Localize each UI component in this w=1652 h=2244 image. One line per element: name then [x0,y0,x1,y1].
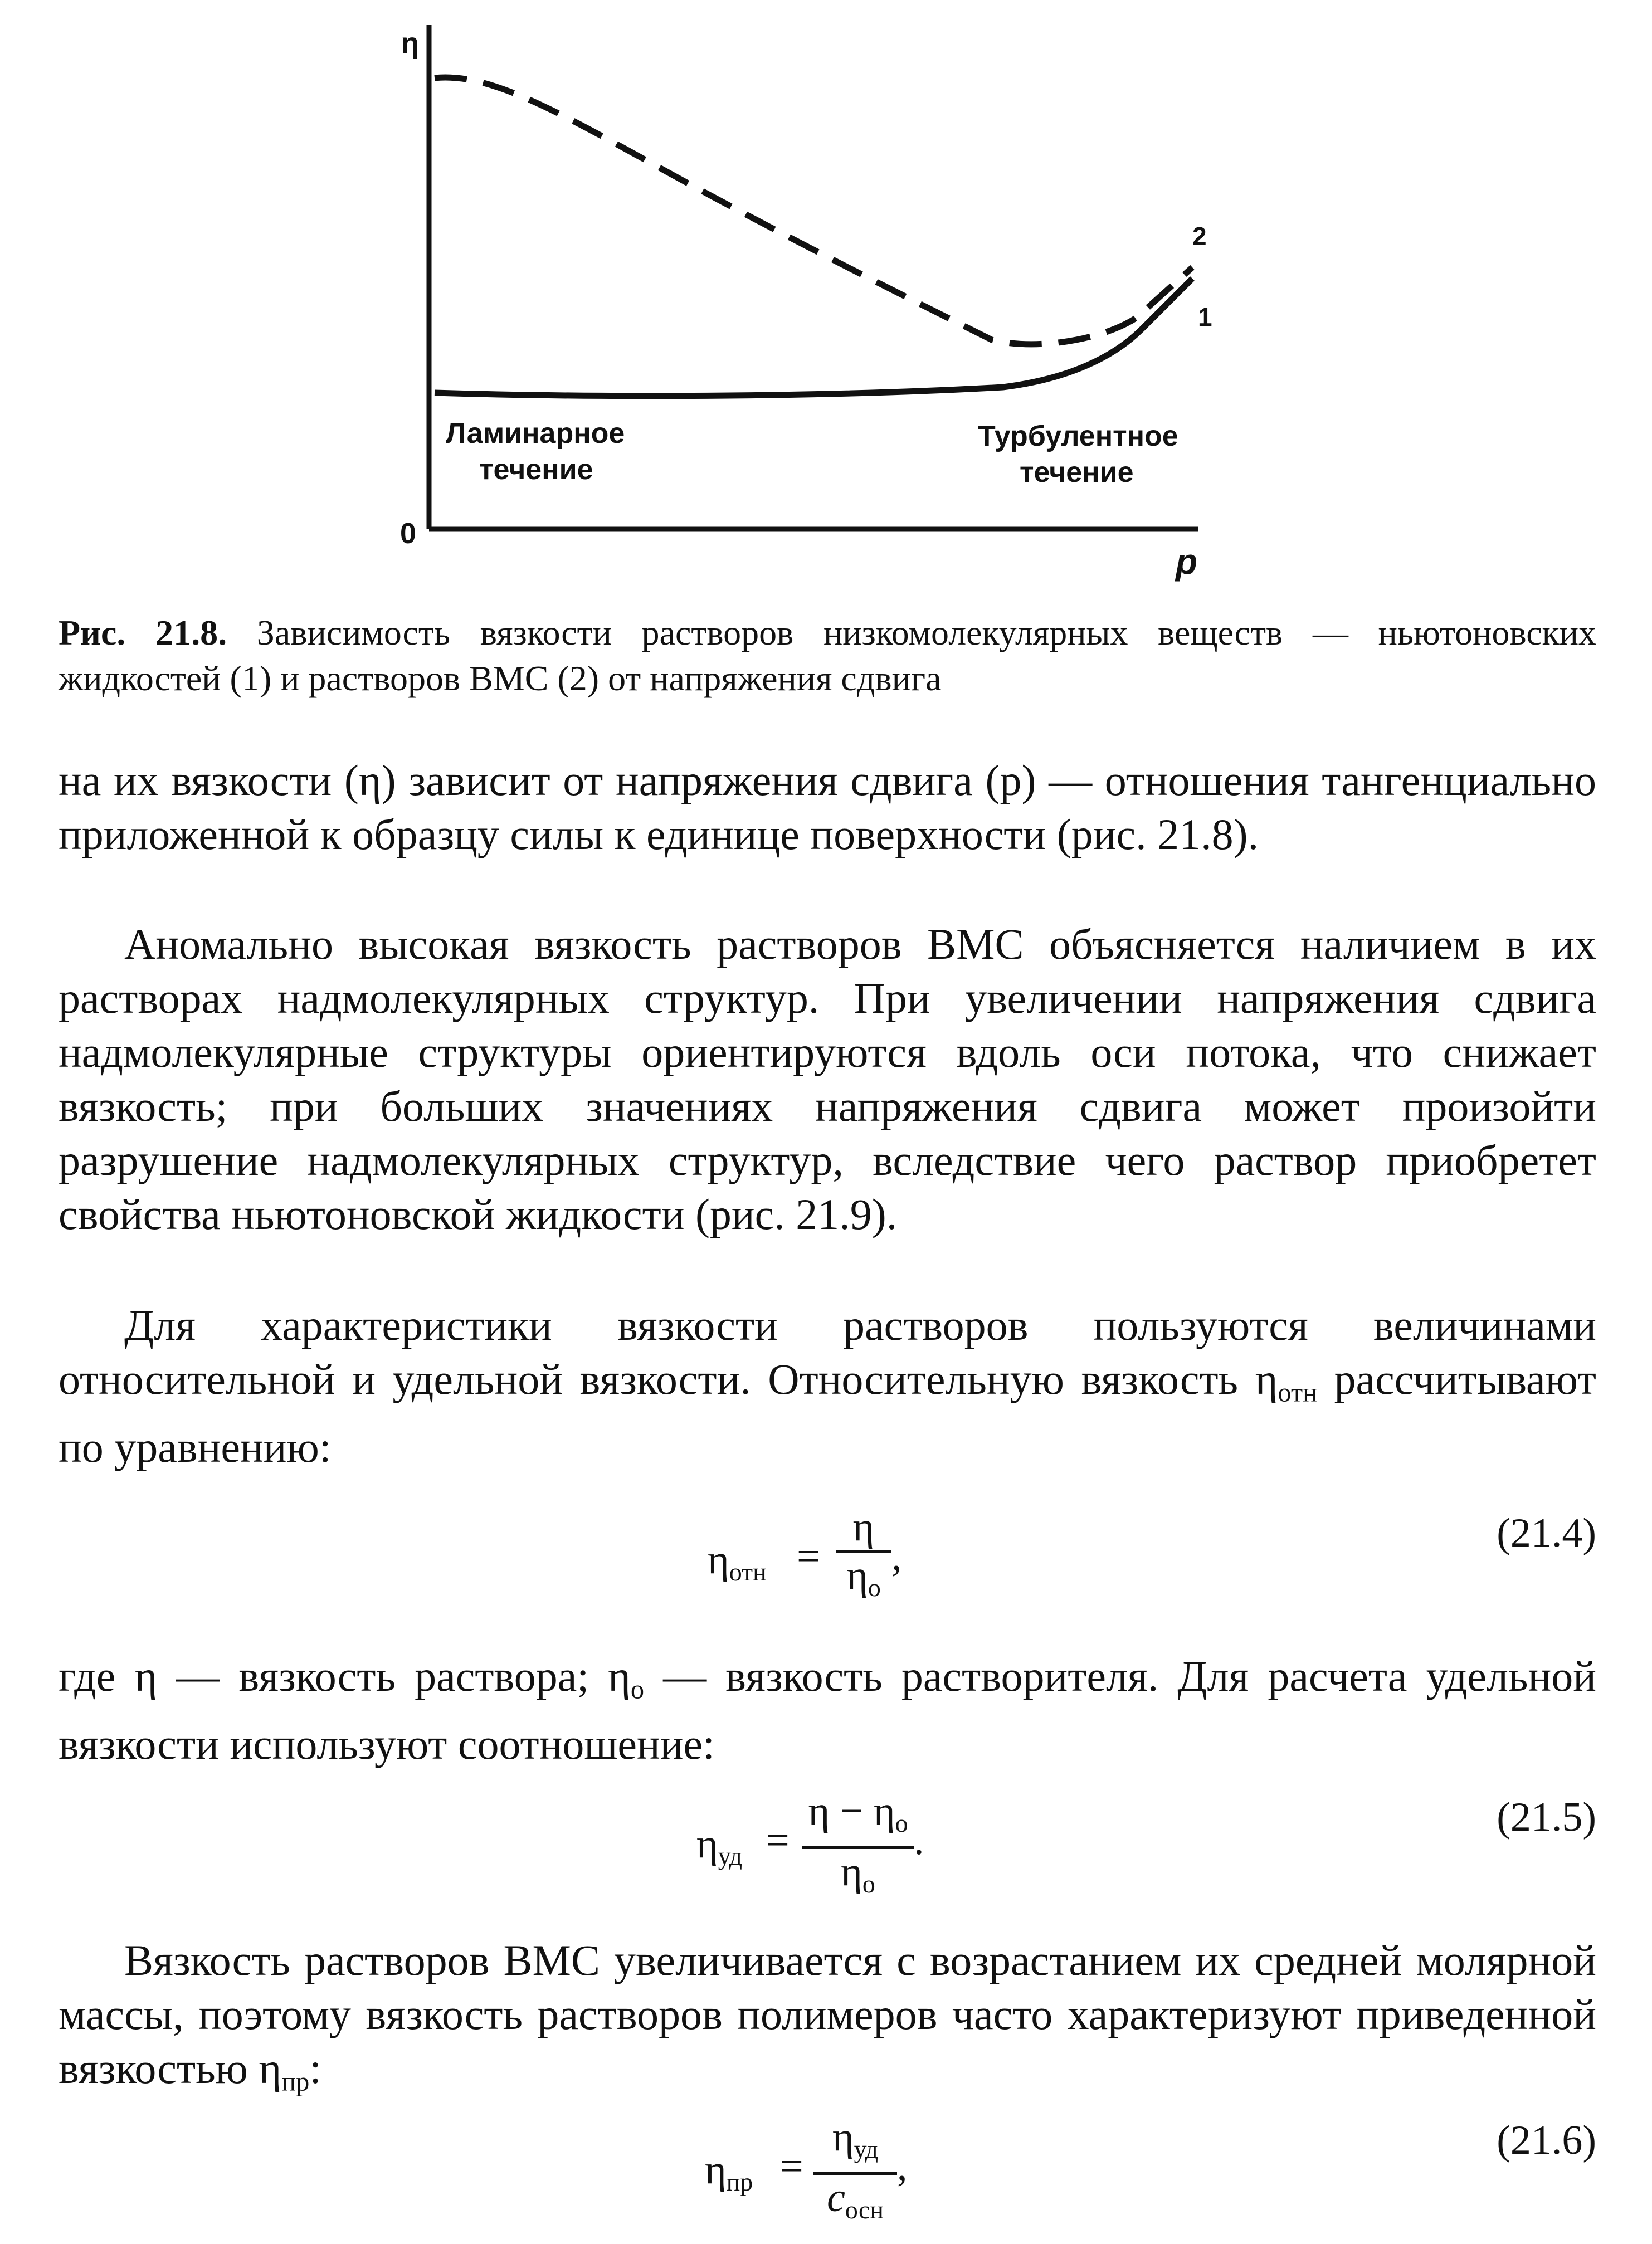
caption-number: Рис. 21.8. [59,613,227,652]
viscosity-figure [0,0,1652,607]
curve-2-dashed [435,77,1192,344]
formula-21-5 [0,1788,1652,1900]
formula-21-5-denominator: $\eta_о$ [841,1848,875,1898]
paragraph-3 [59,1298,1596,1474]
laminar-label-line1: Ламинарное [446,417,625,450]
formula-21-6-comma: , [897,2144,908,2189]
formula-21-6-lhs: $\eta_{пр}$ [705,2147,753,2196]
paragraph-5 [59,1933,1596,2109]
paragraph-3-text-a: Для характеристики вязкости растворов пользуются величинами относительной и удельной вязкости. Относительную вязкость η [59,1301,1596,1403]
turbulent-label-line2: течение [1020,456,1134,489]
figure-caption [59,610,1596,701]
formula-21-4-number: (21.4) [1497,1510,1596,1556]
formula-21-4-fraction [836,1504,891,1611]
paragraph-3-subscript: отн [1278,1378,1317,1408]
paragraph-4-text-b: — вязкость растворителя. Для расчета удельной вязкости используют соотношение: [59,1652,1596,1768]
formula-21-6-number: (21.6) [1497,2118,1596,2163]
paragraph-5-subscript: пр [281,2067,310,2097]
x-axis-label: p [1176,542,1198,582]
formula-21-5-fraction [802,1788,914,1907]
formula-21-6-equals: = [780,2144,803,2189]
curve-1-label: 1 [1198,303,1212,331]
caption-text: Зависимость вязкости растворов низкомолекулярных веществ — ньютоновских жидкостей (1) и растворов ВМС (2) от напряжения сдвига [59,613,1597,698]
paragraph-2: Аномально высокая вязкость растворов ВМС объясняется наличием в их растворах надмолекулярных структур. При увеличении напряжения сдвига надмолекулярные структуры ориентируются вдоль оси потока, что снижает вязкость; при больших значениях напряжения сдвига может произойти разрушение надмолекулярных структур, вследствие чего раствор приобретет свойства ньютоновской жидкости (рис. 21.9). [59,920,1596,1238]
paragraph-4-subscript: о [630,1675,645,1705]
formula-21-4-numerator: η [852,1504,875,1550]
formula-21-5-numerator: $\eta - \eta_о$ [808,1788,908,1837]
formula-21-6-denominator: $c_{осн}$ [827,2174,884,2224]
formula-21-6-numerator: $\eta_{уд}$ [832,2114,879,2163]
paragraph-3-text-b: рассчитывают по уравнению: [59,1355,1596,1471]
paragraph-5-text-b: : [309,2044,321,2092]
laminar-label-line2: течение [479,453,593,486]
formula-21-5-number: (21.5) [1497,1794,1596,1840]
curve-2-label: 2 [1192,222,1207,251]
paragraph-1: на их вязкости (η) зависит от напряжения сдвига (p) — отношения тангенциально приложенной к образцу силы к единице поверхности (рис. 21.8). [59,756,1596,858]
paragraph-4-text-a: где η — вязкость раствора; η [59,1652,631,1700]
formula-21-6 [0,2114,1652,2226]
formula-21-4-lhs: $\eta_{отн}$ [708,1537,767,1586]
formula-21-4-comma: , [891,1534,902,1579]
origin-label: 0 [400,518,416,550]
turbulent-label-line1: Турбулентное [978,420,1178,452]
formula-21-4-equals: = [797,1534,820,1579]
formula-21-5-lhs: $\eta_{уд}$ [696,1821,743,1870]
formula-21-6-fraction [813,2114,897,2233]
paragraph-5-text-a: Вязкость растворов ВМС увеличивается с возрастанием их средней молярной массы, поэтому вязкость растворов полимеров часто характеризуют приведенной вязкостью η [59,1936,1596,2092]
y-axis-label: η [401,27,419,60]
paragraph-4 [59,1649,1596,1771]
formula-21-4 [0,1504,1652,1616]
formula-21-5-period: . [914,1818,924,1864]
formula-21-4-denominator: $\eta_о$ [846,1553,881,1602]
formula-21-5-equals: = [766,1818,790,1864]
